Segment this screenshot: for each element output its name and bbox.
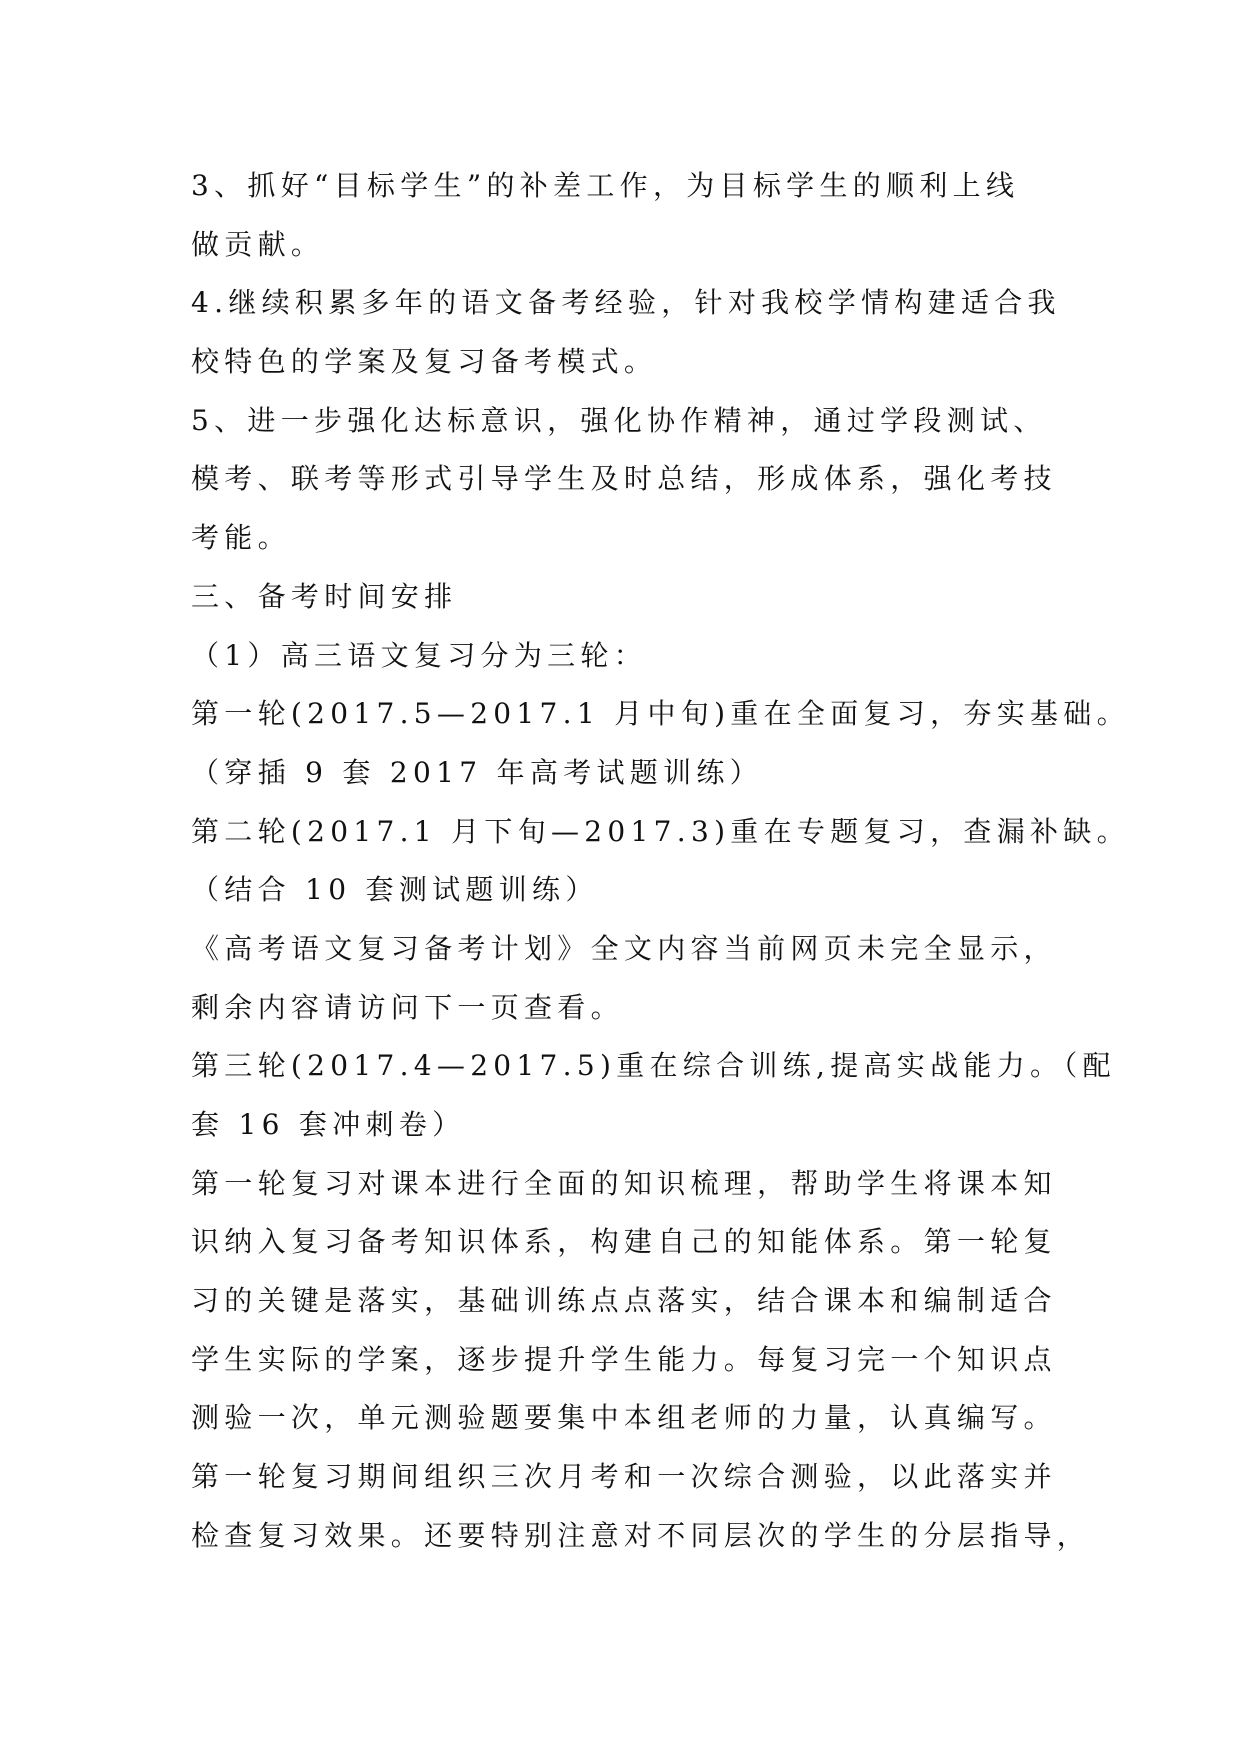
paragraph-round-one bbox=[191, 685, 1191, 802]
text-line: 检查复习效果。还要特别注意对不同层次的学生的分层指导， bbox=[191, 1518, 1091, 1552]
text-line: 4.继续积累多年的语文备考经验，针对我校学情构建适合我 bbox=[191, 286, 1061, 320]
text-line: 剩余内容请访问下一页查看。 bbox=[191, 990, 624, 1024]
text-line: 测验一次，单元测验题要集中本组老师的力量，认真编写。 bbox=[191, 1401, 1057, 1435]
paragraph-item-4 bbox=[191, 274, 1191, 391]
text-line: 考能。 bbox=[191, 521, 291, 555]
text-line: 第一轮复习期间组织三次月考和一次综合测验，以此落实并 bbox=[191, 1460, 1057, 1494]
text-line: 第一轮复习对课本进行全面的知识梳理，帮助学生将课本知 bbox=[191, 1166, 1057, 1200]
text-line: 校特色的学案及复习备考模式。 bbox=[191, 345, 658, 379]
continuation-notice bbox=[191, 920, 1191, 1037]
paragraph-round-three bbox=[191, 1037, 1191, 1154]
text-line: 第一轮(2017.5—2017.1 月中旬)重在全面复习，夯实基础。 bbox=[191, 697, 1130, 731]
text-line: 学生实际的学案，逐步提升学生能力。每复习完一个知识点 bbox=[191, 1342, 1057, 1376]
text-line: 套 16 套冲刺卷） bbox=[191, 1108, 466, 1141]
paragraph-round-two bbox=[191, 803, 1191, 920]
text-line: 3、抓好“目标学生”的补差工作，为目标学生的顺利上线 bbox=[191, 169, 1020, 202]
text-line: 《高考语文复习备考计划》全文内容当前网页未完全显示， bbox=[191, 931, 1057, 965]
paragraph-item-5 bbox=[191, 392, 1191, 568]
text-line: （结合 10 套测试题训练） bbox=[191, 873, 599, 907]
subsection-heading bbox=[191, 627, 1191, 686]
text-line: 识纳入复习备考知识体系，构建自己的知能体系。第一轮复 bbox=[191, 1225, 1057, 1259]
section-heading-text: 三、备考时间安排 bbox=[191, 579, 458, 613]
paragraph-item-3 bbox=[191, 157, 1191, 274]
paragraph-first-round-details bbox=[191, 1155, 1191, 1566]
text-line: 习的关键是落实，基础训练点点落实，结合课本和编制适合 bbox=[191, 1284, 1057, 1318]
section-heading bbox=[191, 568, 1191, 627]
text-line: 5、进一步强化达标意识，强化协作精神，通过学段测试、 bbox=[191, 403, 1047, 437]
text-line: 模考、联考等形式引导学生及时总结，形成体系，强化考技 bbox=[191, 462, 1057, 496]
text-line: 做贡献。 bbox=[191, 227, 325, 261]
text-line: （穿插 9 套 2017 年高考试题训练） bbox=[191, 755, 763, 789]
subsection-heading-text: （1）高三语文复习分为三轮： bbox=[191, 638, 648, 672]
document-body bbox=[191, 157, 1191, 1566]
text-line: 第三轮(2017.4—2017.5)重在综合训练,提高实战能力。（配 bbox=[191, 1049, 1116, 1083]
text-line: 第二轮(2017.1 月下旬—2017.3)重在专题复习，查漏补缺。 bbox=[191, 814, 1130, 848]
